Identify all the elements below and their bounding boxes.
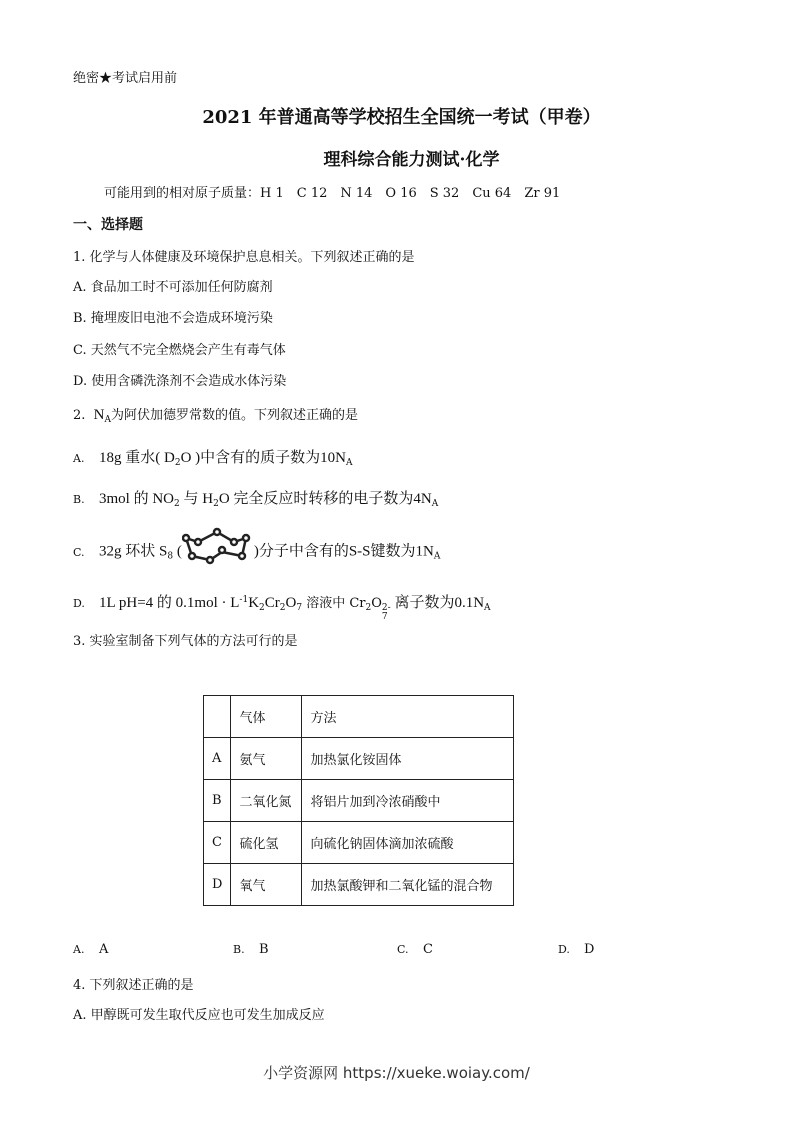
t: O — [371, 596, 382, 611]
cell: 方法 — [302, 696, 514, 738]
exam-title: 2021 年普通高等学校招生全国统一考试（甲卷） — [202, 107, 601, 128]
q2-option-d — [73, 591, 491, 622]
table-row — [204, 822, 514, 864]
atomic-masses: 可能用到的相对原子质量：H 1 C 12 N 14 O 16 S 32 Cu 64 Zr 91 — [104, 186, 561, 201]
cell: B — [204, 780, 231, 822]
sub: 7 — [381, 612, 388, 622]
q2-option-c — [73, 538, 440, 566]
sub: 2 — [174, 458, 181, 468]
sub: 2 — [259, 603, 265, 613]
sub: A — [431, 499, 439, 509]
sub: A — [433, 551, 441, 562]
t: 3mol 的 NO — [99, 491, 175, 507]
q1-stem: 1. 化学与人体健康及环境保护息息相关。下列叙述正确的是 — [73, 250, 415, 265]
t: 18g 重水( D — [99, 450, 175, 466]
charge: 2- — [381, 603, 391, 613]
q2-option-b — [73, 487, 438, 509]
cell: 将铝片加到冷浓硝酸中 — [302, 780, 514, 822]
t: O — [285, 595, 297, 611]
q1-option-a: A. 食品加工时不可添加任何防腐剂 — [73, 280, 273, 295]
na-symbol: N — [93, 407, 105, 423]
cell: D — [204, 864, 231, 906]
q2-option-a — [73, 446, 352, 468]
sub: A — [484, 603, 491, 613]
cell: 加热氯化铵固体 — [302, 738, 514, 780]
sub: 7 — [296, 603, 303, 613]
cell: 二氧化氮 — [231, 780, 302, 822]
t: O )中含有的质子数为10N — [180, 450, 346, 466]
t: D — [584, 942, 595, 957]
t: A — [99, 942, 109, 957]
q1-option-c: C. 天然气不完全燃烧会产生有毒气体 — [73, 343, 286, 358]
q3-choice-b — [233, 942, 269, 957]
t: )分子中含有的S-S键数为1N — [253, 543, 434, 560]
sub: 2 — [365, 603, 372, 613]
cell: 硫化氢 — [231, 822, 302, 864]
option-label: D. — [558, 943, 570, 956]
q3-choice-d — [558, 942, 594, 957]
option-label: A. — [73, 943, 85, 956]
sub: 2 — [213, 499, 219, 509]
cell: A — [204, 738, 231, 780]
t: 溶液中 Cr — [302, 596, 366, 611]
t: ( — [173, 543, 182, 560]
t: 32g 环状 S — [99, 543, 168, 560]
q2-text: 为阿伏加德罗常数的值。下列叙述正确的是 — [111, 408, 359, 423]
sub: 2 — [174, 499, 180, 509]
q3-choice-a — [73, 942, 108, 957]
q1-option-d: D. 使用含磷洗涤剂不会造成水体污染 — [73, 374, 287, 389]
cell — [204, 696, 231, 738]
sub: 2 — [279, 603, 286, 613]
q1-option-b: B. 掩埋废旧电池不会造成环境污染 — [73, 311, 273, 326]
footer-watermark: 小学资源网 https://xueke.woiay.com/ — [263, 1064, 530, 1082]
option-label: B. — [73, 493, 85, 506]
cell: 气体 — [231, 696, 302, 738]
q2-number: 2. — [73, 408, 86, 423]
t: O 完全反应时转移的电子数为4N — [218, 491, 432, 507]
table-row — [204, 738, 514, 780]
sub: 8 — [167, 551, 174, 562]
table-row — [204, 780, 514, 822]
confidential-note: 绝密★考试启用前 — [73, 71, 178, 86]
cell: 加热氯酸钾和二氧化锰的混合物 — [302, 864, 514, 906]
sub: A — [345, 458, 353, 468]
cell: C — [204, 822, 231, 864]
t: 1L pH=4 的 0.1mol · L — [99, 595, 240, 611]
option-label: C. — [73, 545, 85, 559]
t: C — [423, 942, 433, 957]
option-label: B. — [233, 943, 245, 956]
cell: 向硫化钠固体滴加浓硫酸 — [302, 822, 514, 864]
t: K — [248, 595, 260, 611]
t: 与 H — [179, 491, 214, 507]
t: 离子数为0.1N — [390, 595, 485, 611]
cell: 氧气 — [231, 864, 302, 906]
cell: 氨气 — [231, 738, 302, 780]
sup: -1 — [239, 595, 249, 605]
q4-stem: 4. 下列叙述正确的是 — [73, 978, 194, 993]
t: B — [259, 942, 269, 957]
table-header-row — [204, 696, 514, 738]
q3-stem: 3. 实验室制备下列气体的方法可行的是 — [73, 634, 298, 649]
option-label: C. — [397, 943, 409, 956]
q3-table — [203, 695, 514, 906]
table-row — [204, 864, 514, 906]
q4-option-a: A. 甲醇既可发生取代反应也可发生加成反应 — [73, 1008, 325, 1023]
q2-stem — [73, 404, 358, 425]
option-label: A. — [73, 452, 85, 465]
q3-choice-c — [397, 942, 433, 957]
exam-subtitle: 理科综合能力测试·化学 — [323, 150, 500, 170]
sub: A — [104, 415, 112, 425]
t: Cr — [264, 595, 280, 611]
section-heading: 一、选择题 — [73, 217, 143, 233]
s8-ring-icon — [182, 526, 254, 566]
option-label: D. — [73, 597, 85, 610]
